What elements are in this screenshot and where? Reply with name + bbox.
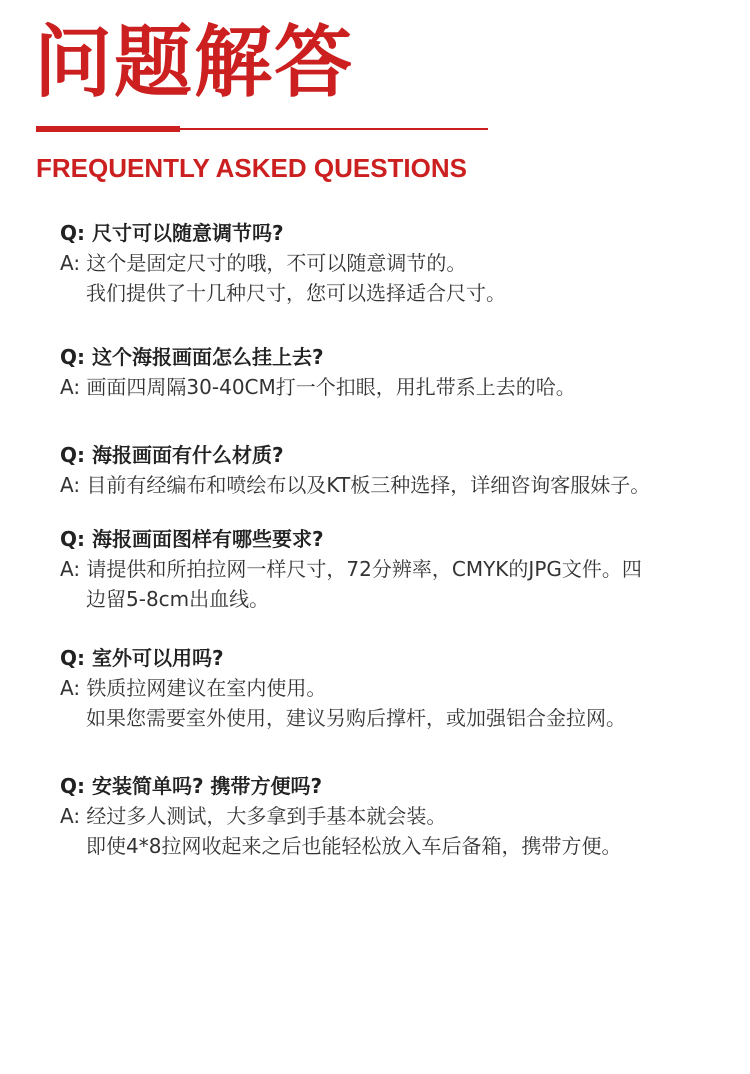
faq-answer-line: 边留5-8cm出血线。 bbox=[86, 587, 270, 611]
faq-answer-line: 如果您需要室外使用，建议另购后撑杆，或加强铝合金拉网。 bbox=[86, 706, 626, 730]
faq-answer-line: A: 这个是固定尺寸的哦，不可以随意调节的。 bbox=[60, 251, 467, 275]
page-subtitle: FREQUENTLY ASKED QUESTIONS bbox=[36, 153, 467, 183]
faq-answer-line: 我们提供了十几种尺寸，您可以选择适合尺寸。 bbox=[86, 281, 506, 305]
faq-answer-line: A: 经过多人测试，大多拿到手基本就会装。 bbox=[60, 804, 447, 828]
faq-answer bbox=[60, 801, 720, 861]
faq-answer-line: A: 铁质拉网建议在室内使用。 bbox=[60, 676, 327, 700]
faq-item-2 bbox=[60, 342, 720, 402]
faq-answer bbox=[60, 372, 720, 402]
faq-question: Q: 海报画面图样有哪些要求? bbox=[60, 527, 324, 551]
faq-answer-line: A: 画面四周隔30-40CM打一个扣眼，用扎带系上去的哈。 bbox=[60, 375, 576, 399]
faq-question: Q: 室外可以用吗? bbox=[60, 646, 224, 670]
faq-question: Q: 安装简单吗? 携带方便吗? bbox=[60, 774, 323, 798]
faq-question: Q: 这个海报画面怎么挂上去? bbox=[60, 345, 324, 369]
faq-item-1 bbox=[60, 218, 720, 308]
faq-answer-line: 即使4*8拉网收起来之后也能轻松放入车后备箱，携带方便。 bbox=[86, 834, 622, 858]
faq-answer bbox=[60, 248, 720, 308]
faq-question: Q: 尺寸可以随意调节吗? bbox=[60, 221, 284, 245]
title-divider-accent bbox=[36, 126, 180, 132]
faq-answer-line: A: 请提供和所拍拉网一样尺寸，72分辨率，CMYK的JPG文件。四 bbox=[60, 557, 642, 581]
faq-item-6 bbox=[60, 771, 720, 861]
page-title: 问题解答 bbox=[34, 18, 355, 108]
faq-answer bbox=[60, 554, 720, 614]
faq-answer bbox=[60, 673, 720, 733]
faq-item-4 bbox=[60, 524, 720, 614]
faq-answer-line: A: 目前有经编布和喷绘布以及KT板三种选择，详细咨询客服妹子。 bbox=[60, 473, 651, 497]
faq-answer bbox=[60, 470, 720, 500]
faq-question: Q: 海报画面有什么材质? bbox=[60, 443, 284, 467]
faq-item-3 bbox=[60, 440, 720, 500]
faq-item-5 bbox=[60, 643, 720, 733]
